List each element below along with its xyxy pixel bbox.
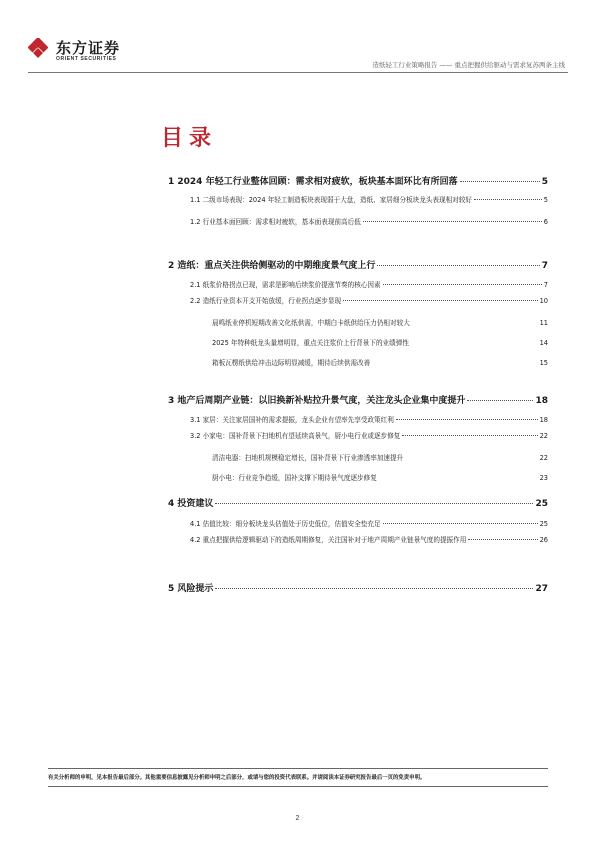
- toc-leader-dots: [215, 588, 533, 589]
- toc-entry-label: 清洁电器：扫地机规模稳定增长，国补背景下行业渗透率加速提升: [212, 454, 404, 462]
- toc-leader-dots: [383, 523, 538, 524]
- page-number: 2: [295, 815, 300, 822]
- toc-entry-level-1[interactable]: [168, 581, 548, 596]
- footer-disclaimer: 有关分析师的申明，见本报告最后部分。其他重要信息披露见分析师申明之后部分，或请与您的投资代表联系。并请阅读本证券研究报告最后一页的免责申明。: [48, 775, 426, 781]
- footer-divider: [48, 768, 548, 769]
- toc-entry-page: 18: [539, 416, 548, 424]
- toc-entry-level-2[interactable]: [168, 534, 548, 546]
- toc-entry-label: 晨鸣纸业停机短期改善文化纸供需，中期白卡纸供给压力仍相对较大: [212, 319, 410, 327]
- toc-entry-page: 7: [541, 261, 548, 271]
- toc-leader-dots: [460, 181, 540, 182]
- toc-entry-label: 3.2 小家电：国补背景下扫地机有望延续高景气，厨小电行业或逐步修复: [190, 432, 401, 440]
- header-divider: [28, 72, 568, 73]
- toc-entry-page: 22: [539, 432, 548, 440]
- toc-leader-dots: [377, 265, 539, 266]
- toc-entry-level-2[interactable]: [168, 279, 548, 289]
- toc-entry-label: 4.2 重点把握供给逻辑驱动下的造纸周期修复，关注国补对于地产周期产业链景气度的提振作用: [190, 536, 467, 544]
- toc-entry-label: 1 2024 年轻工行业整体回顾：需求相对疲软，板块基本面环比有所回落: [168, 177, 458, 187]
- toc-entry-level-1[interactable]: [168, 393, 548, 408]
- toc-entry-label: 2025 年特种纸龙头量增明显，重点关注浆价上行背景下的业绩弹性: [212, 339, 409, 347]
- footer-divider-bottom: [48, 786, 548, 787]
- toc-entry-level-1[interactable]: [168, 258, 548, 273]
- toc-entry-page: 14: [539, 339, 548, 347]
- toc-entry-level-2[interactable]: [168, 194, 548, 206]
- toc-leader-dots: [363, 221, 542, 222]
- report-title-line: 造纸轻工行业策略报告 —— 重点把握供给驱动与需求复苏两条主线: [372, 61, 565, 69]
- toc-entry-label: 3 地产后周期产业链：以旧换新补贴拉升景气度，关注龙头企业集中度提升: [168, 396, 466, 406]
- toc-entry-page: 5: [541, 177, 548, 187]
- toc-entry-level-1[interactable]: [168, 496, 548, 511]
- toc-entry-label: 1.1 二级市场表现：2024 年轻工制造板块表现弱于大盘，造纸、家居细分板块龙头表现相对较好: [190, 196, 473, 204]
- toc-entry-label: 5 风险提示: [168, 584, 214, 594]
- toc-entry-label: 1.2 行业基本面回顾：需求相对疲软，基本面表现前高后低: [190, 218, 361, 226]
- toc-entry-label: 2 造纸：重点关注供给侧驱动的中期维度景气度上行: [168, 261, 376, 271]
- toc-entry-page: 23: [539, 474, 548, 482]
- brand-name-cn: 东方证券: [56, 39, 121, 57]
- toc-entry-page: 18: [535, 396, 548, 406]
- toc-entry-label: 2.1 纸浆价格拐点已现，需求是影响后续浆价提涨节奏的核心因素: [190, 281, 381, 289]
- toc-entry-level-3[interactable]: [168, 452, 548, 462]
- toc-entry-level-2[interactable]: [168, 216, 548, 226]
- toc-entry-label: 4.1 估值比较：细分板块龙头估值处于历史低位，估值安全垫充足: [190, 520, 381, 528]
- toc-entry-label: 3.1 家居：关注家居国补的需求提振，龙头企业有望率先享受政策红利: [190, 416, 394, 424]
- toc-leader-dots: [474, 199, 542, 200]
- toc-entry-page: 25: [535, 499, 548, 509]
- toc-leader-dots: [396, 419, 538, 420]
- orient-securities-logo-icon: [28, 38, 48, 58]
- toc-entry-page: 11: [539, 319, 548, 327]
- toc-entry-label: 2.2 造纸行业资本开支开始放缓，行业拐点逐步显现: [190, 297, 342, 305]
- toc-leader-dots: [467, 400, 533, 401]
- toc-entry-level-3[interactable]: [168, 337, 548, 347]
- toc-entry-level-3[interactable]: [168, 357, 548, 367]
- toc-leader-dots: [215, 503, 533, 504]
- toc-entry-page: 27: [535, 584, 548, 594]
- toc-entry-level-2[interactable]: [168, 518, 548, 528]
- toc-entry-label: 4 投资建议: [168, 499, 214, 509]
- toc-entry-page: 10: [539, 297, 548, 305]
- toc-entry-page: 22: [539, 454, 548, 462]
- toc-entry-page: 26: [539, 536, 548, 544]
- toc-entry-level-2[interactable]: [168, 295, 548, 305]
- toc-heading: 目录: [161, 126, 218, 151]
- toc-entry-page: 5: [543, 196, 548, 204]
- toc-entry-level-2[interactable]: [168, 414, 548, 424]
- toc-entry-page: 6: [543, 218, 548, 226]
- brand-name-en: ORIENT SECURITIES: [56, 56, 117, 62]
- toc-entry-label: 厨小电：行业竞争趋缓，国补支撑下期待景气度逐步修复: [212, 474, 377, 482]
- table-of-contents: [168, 174, 548, 594]
- page-header: [0, 0, 595, 80]
- toc-entry-page: 15: [539, 359, 548, 367]
- toc-entry-level-3[interactable]: [168, 317, 548, 327]
- toc-entry-level-3[interactable]: [168, 472, 548, 482]
- toc-leader-dots: [343, 300, 538, 301]
- toc-leader-dots: [383, 284, 542, 285]
- toc-entry-level-1[interactable]: [168, 174, 548, 189]
- toc-entry-page: 25: [539, 520, 548, 528]
- toc-leader-dots: [468, 539, 537, 540]
- toc-leader-dots: [402, 435, 537, 436]
- toc-entry-level-2[interactable]: [168, 430, 548, 440]
- toc-entry-page: 7: [543, 281, 548, 289]
- toc-entry-label: 箱板瓦楞纸供给冲击边际明显减缓，期待后续供需改善: [212, 359, 371, 367]
